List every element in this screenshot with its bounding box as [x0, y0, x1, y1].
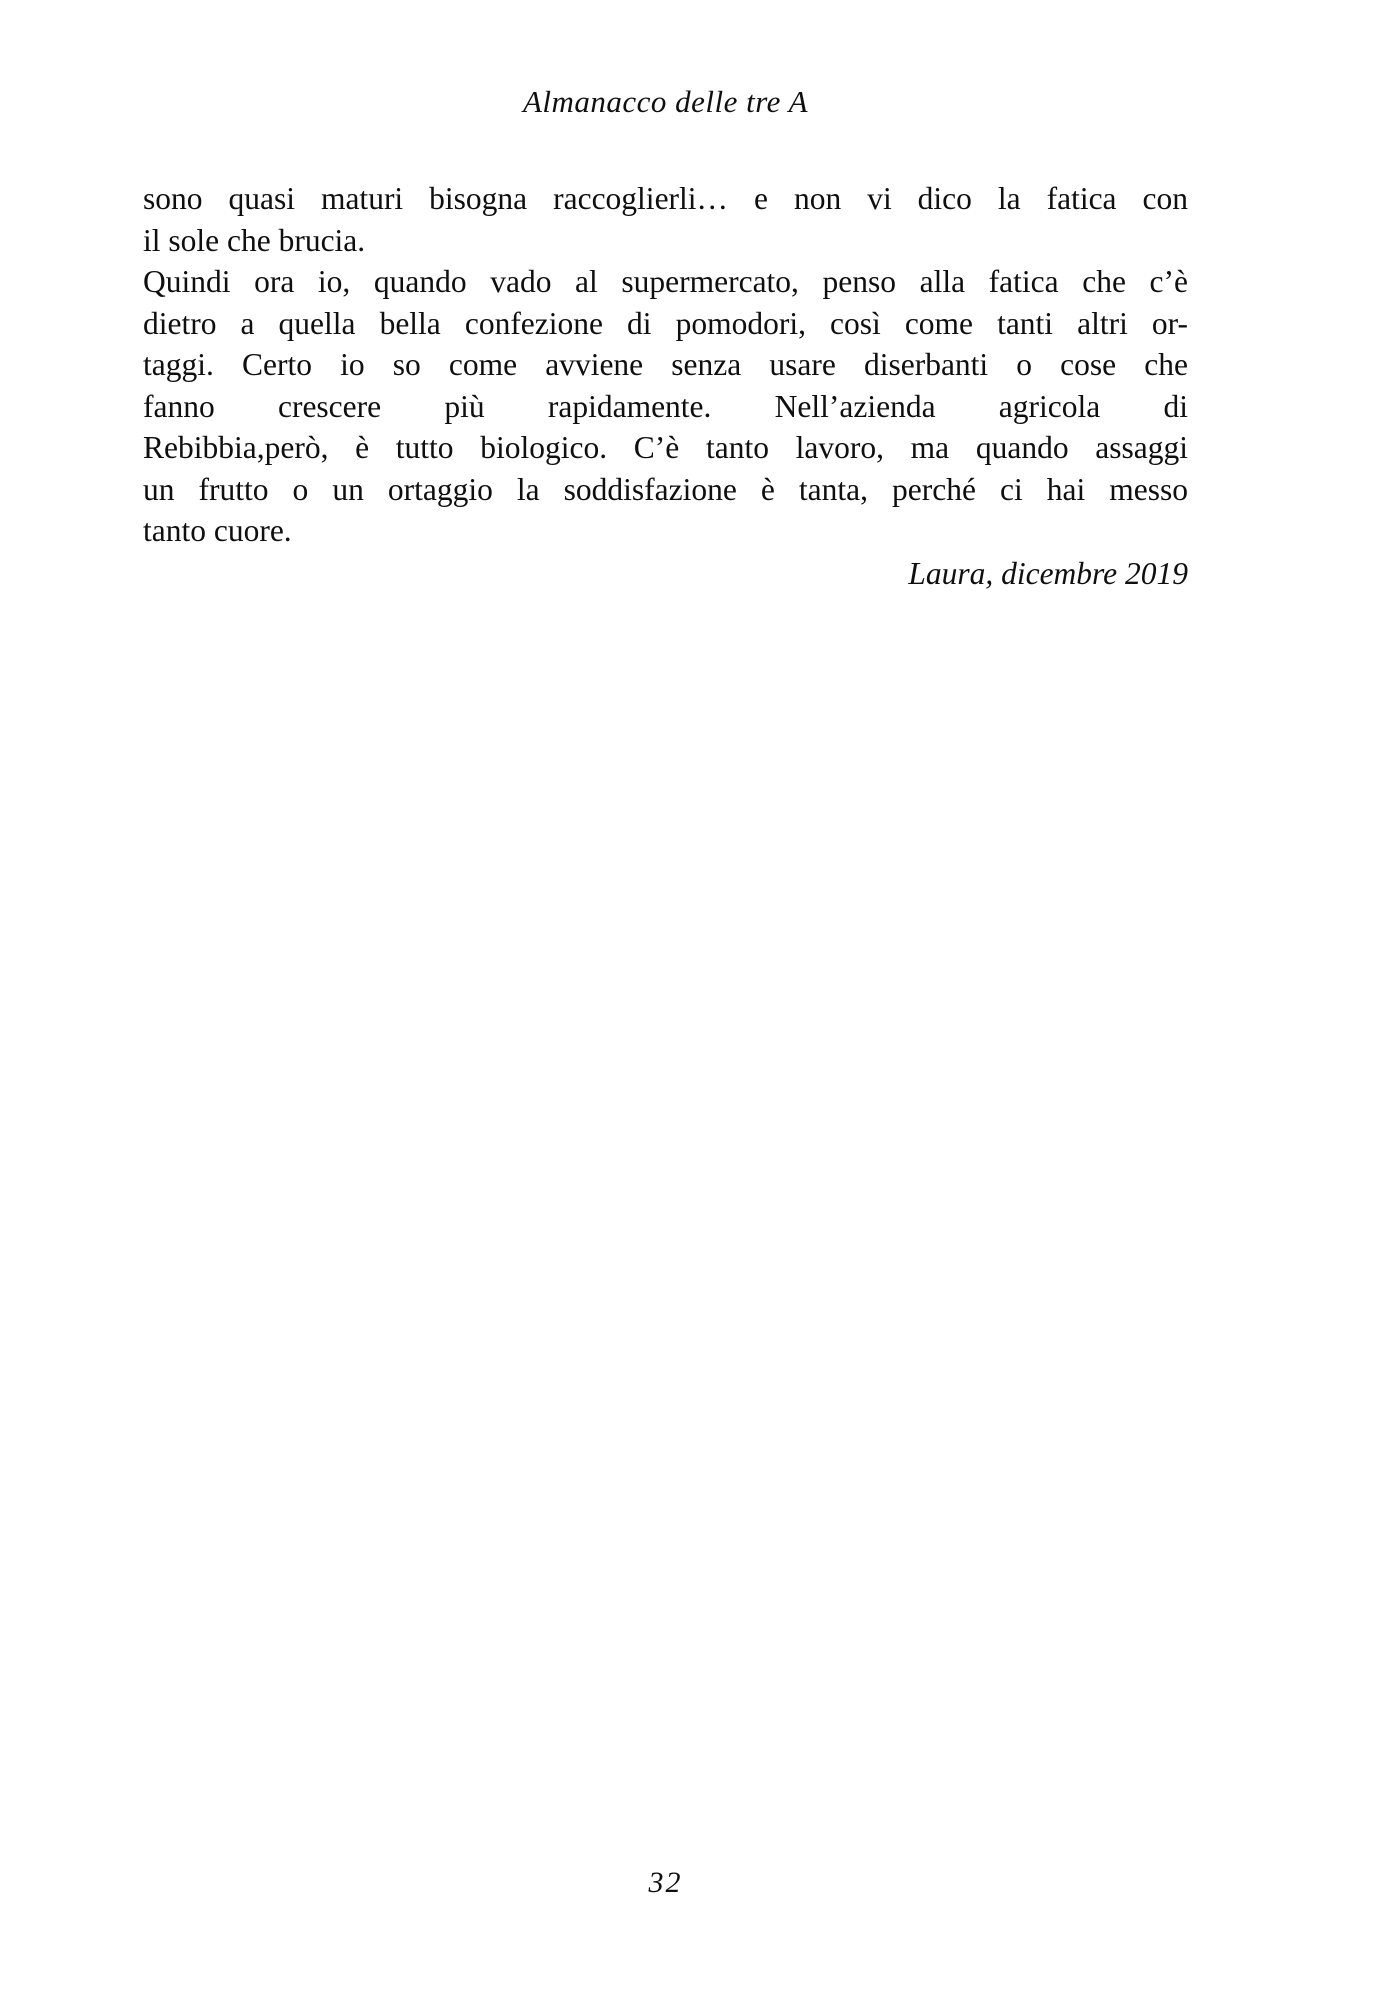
text-line: un frutto o un ortaggio la soddisfazione è tanta, perché ci hai messo — [143, 471, 1188, 507]
page-number: 32 — [648, 1866, 683, 1899]
signature-line: Laura, dicembre 2019 — [908, 556, 1188, 591]
text-line: tanto cuore. — [143, 513, 292, 548]
text-line: fanno crescere più rapidamente. Nell’azienda agricola di — [143, 388, 1188, 424]
text-line: Rebibbia,però, è tutto biologico. C’è tanto lavoro, ma quando assaggi — [143, 430, 1188, 465]
text-line: dietro a quella bella confezione di pomodori, così come tanti altri or- — [143, 305, 1188, 341]
text-line: il sole che brucia. — [143, 222, 366, 258]
running-header: Almanacco delle tre A — [522, 84, 809, 119]
text-line: Quindi ora io, quando vado al supermercato, penso alla fatica che c’è — [143, 264, 1188, 299]
text-line: taggi. Certo io so come avviene senza usare diserbanti o cose che — [143, 347, 1188, 382]
text-line: sono quasi maturi bisogna raccoglierli… e non vi dico la fatica con — [143, 181, 1188, 216]
body-text — [143, 178, 1188, 552]
